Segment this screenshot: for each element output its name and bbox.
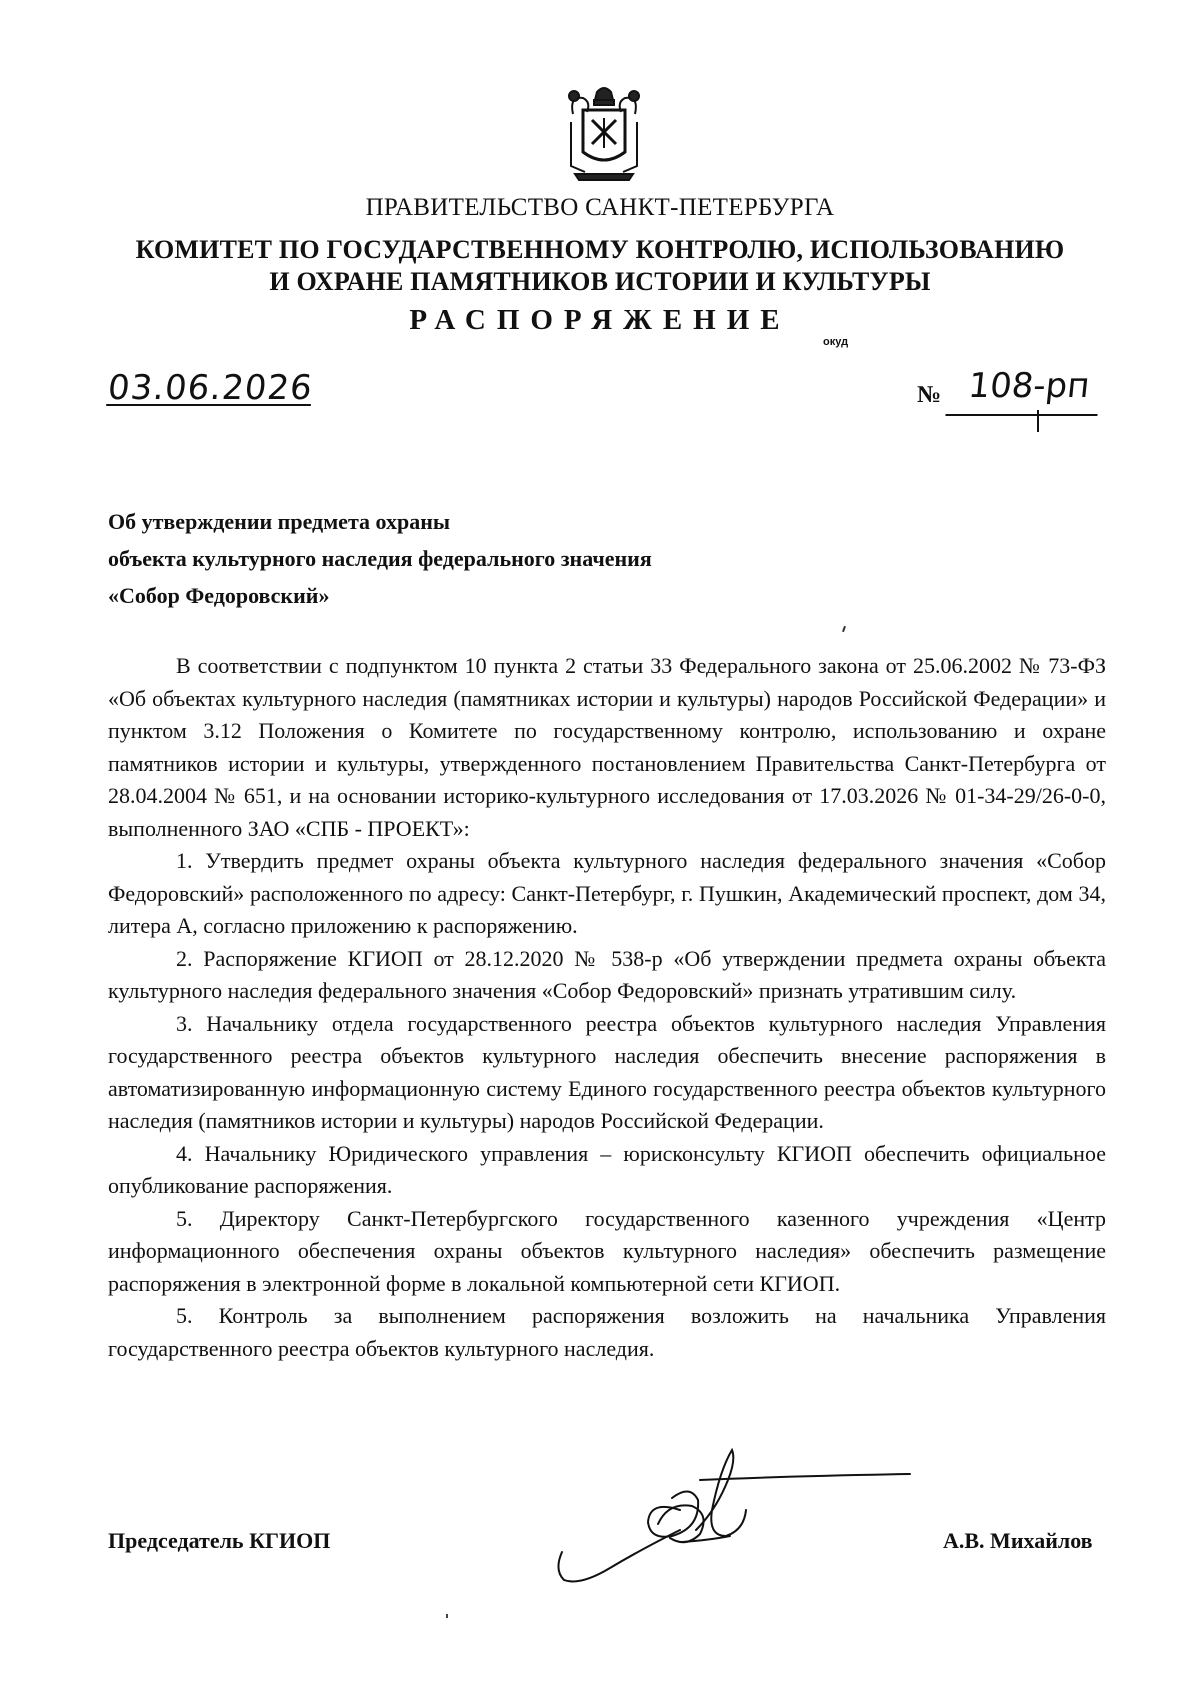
handwritten-signature [550,1440,930,1590]
scan-speck [446,1614,448,1618]
document-subject [108,503,652,614]
handwriting-stroke [1037,410,1039,432]
coat-of-arms-icon [561,82,647,182]
signer-name: А.В. Михайлов [943,1528,1093,1553]
subject-line-1: Об утверждении предмета охраны [108,509,451,534]
subject-line-2: объекта культурного наследия федерального значения [108,546,652,571]
subject-line-3: «Собор Федоровский» [108,583,330,608]
committee-name [0,234,1200,298]
signer-title: Председатель КГИОП [108,1528,331,1553]
body-paragraph-2: 2. Распоряжение КГИОП от 28.12.2020 № 538-р «Об утверждении предмета охраны объекта культурного наследия федерального значения «Собор Федоровский» признать утратившим силу. [108,945,1106,1003]
body-paragraph-3: 3. Начальнику отдела государственного реестра объектов культурного наследия Управления государственного реестра объектов культурного наследия обеспечить внесение распоряжения в автоматизированную информационную систему Единого государственного реестра объектов культурного наследия (памятников истории и культуры) народов Российской Федерации. [108,1010,1106,1133]
body-paragraph-4: 4. Начальнику Юридического управления – юрисконсульту КГИОП обеспечить официальное опубликование распоряжения. [108,1140,1106,1198]
document-body [108,650,1106,1365]
body-paragraph-1: 1. Утвердить предмет охраны объекта культурного наследия федерального значения «Собор Федоровский» расположенного по адресу: Санкт-Петербург, г. Пушкин, Академический проспект, дом 34, литера А, согласно приложению к распоряжению. [108,848,1106,938]
government-name: ПРАВИТЕЛЬСТВО САНКТ-ПЕТЕРБУРГА [365,194,835,221]
committee-line-1: КОМИТЕТ ПО ГОСУДАРСТВЕННОМУ КОНТРОЛЮ, ИСПОЛЬЗОВАНИЮ [135,235,1065,264]
body-paragraph-6: 5. Контроль за выполнением распоряжения возложить на начальника Управления государственного реестра объектов культурного наследия. [108,1303,1106,1361]
number-label: № [917,382,942,408]
document-number: 108-рп [945,366,1102,416]
document-type: РАСПОРЯЖЕНИЕ [409,304,791,336]
scan-speck [842,626,846,632]
document-date: 03.06.2026 [105,368,315,408]
committee-line-2: И ОХРАНЕ ПАМЯТНИКОВ ИСТОРИИ И КУЛЬТУРЫ [269,267,931,296]
body-paragraph-5: 5. Директору Санкт-Петербургского государственного казенного учреждения «Центр информационного обеспечения охраны объектов культурного наследия» обеспечить размещение распоряжения в электронной форме в локальной компьютерной сети КГИОП. [108,1205,1106,1296]
body-paragraph-preamble: В соответствии с подпунктом 10 пункта 2 статьи 33 Федерального закона от 25.06.2002 № 73-ФЗ «Об объектах культурного наследия (памятниках истории и культуры) народов Российской Федерации» и пунктом 3.12 Положения о Комитете по государственному контролю, использованию и охране памятников истории и культуры, утвержденного постановлением Правительства Санкт-Петербурга от 28.04.2004 № 651, и на основании историко-культурного исследования от 17.03.2026 № 01-34-29/26-0-0, выполненного ЗАО «СПБ - ПРОЕКТ»: [108,653,1106,841]
okud-label: окуд [823,336,849,348]
